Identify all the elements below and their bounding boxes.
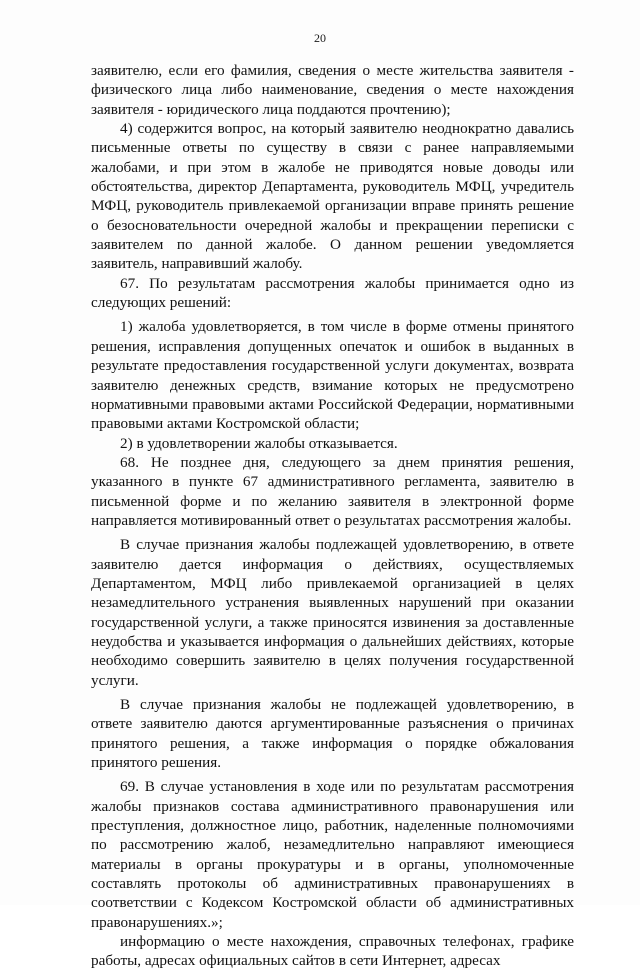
paragraph-68: 68. Не позднее дня, следующего за днем принятия решения, указанного в пункте 67 административного регламента, заявителю в письменной форме и по желанию заявителя в электронной форме направляется мотивированный ответ о результатах рассмотрения жалобы. (91, 453, 574, 529)
paragraph-68-rejected: В случае признания жалобы не подлежащей удовлетворению, в ответе заявителю даются аргументированные разъяснения о причинах принятого решения, а также информация о порядке обжалования принятого решения. (91, 696, 574, 772)
paragraph-67-item-1: 1) жалоба удовлетворяется, в том числе в форме отмены принятого решения, исправления допущенных опечаток и ошибок в выданных в результате предоставления государственной услуги документах, возврата заявителю денежных средств, взимание которых не предусмотрено нормативными правовыми актами Российской Федерации, нормативными правовыми актами Костромской области; (91, 318, 574, 433)
paragraph-67-item-2: 2) в удовлетворении жалобы отказывается. (120, 434, 398, 452)
paragraph-information: информацию о месте нахождения, справочных телефонах, графике работы, адресах официальных сайтов в сети Интернет, адресах (91, 933, 574, 970)
page-number: 20 (314, 31, 326, 45)
paragraph-item-4: 4) содержится вопрос, на который заявителю неоднократно давались письменные ответы по существу в связи с ранее направляемыми жалобами, и при этом в жалобе не приводятся новые доводы или обстоятельства, директор Департамента, руководитель МФЦ, учредитель МФЦ, руководитель привлекаемой организации вправе принять решение о безосновательности очередной жалобы и прекращении переписки с заявителем по данной жалобе. О данном решении уведомляется заявитель, направивший жалобу. (91, 120, 574, 273)
paragraph-continuation: заявителю, если его фамилия, сведения о месте жительства заявителя - физического лица либо наименование, сведения о месте нахождения заявителя - юридического лица поддаются прочтению); (91, 62, 574, 118)
paragraph-69: 69. В случае установления в ходе или по результатам рассмотрения жалобы признаков состава административного правонарушения или преступления, должностное лицо, работник, наделенные полномочиями по рассмотрению жалоб, незамедлительно направляют имеющиеся материалы в органы прокуратуры и в органы, уполномоченные составлять протоколы об административных правонарушениях в соответствии с Кодексом Костромской области об административных правонарушениях.»; (91, 778, 574, 931)
paragraph-67: 67. По результатам рассмотрения жалобы принимается одно из следующих решений: (91, 274, 574, 312)
paragraph-68-satisfied: В случае признания жалобы подлежащей удовлетворению, в ответе заявителю дается информация о действиях, осуществляемых Департаментом, МФЦ либо привлекаемой организацией в целях незамедлительного устранения выявленных нарушений при оказании государственной услуги, а также приносятся извинения за доставленные неудобства и указывается информация о дальнейших действиях, которые необходимо совершить заявителю в целях получения государственной услуги. (91, 536, 574, 689)
document-body (91, 61, 574, 971)
